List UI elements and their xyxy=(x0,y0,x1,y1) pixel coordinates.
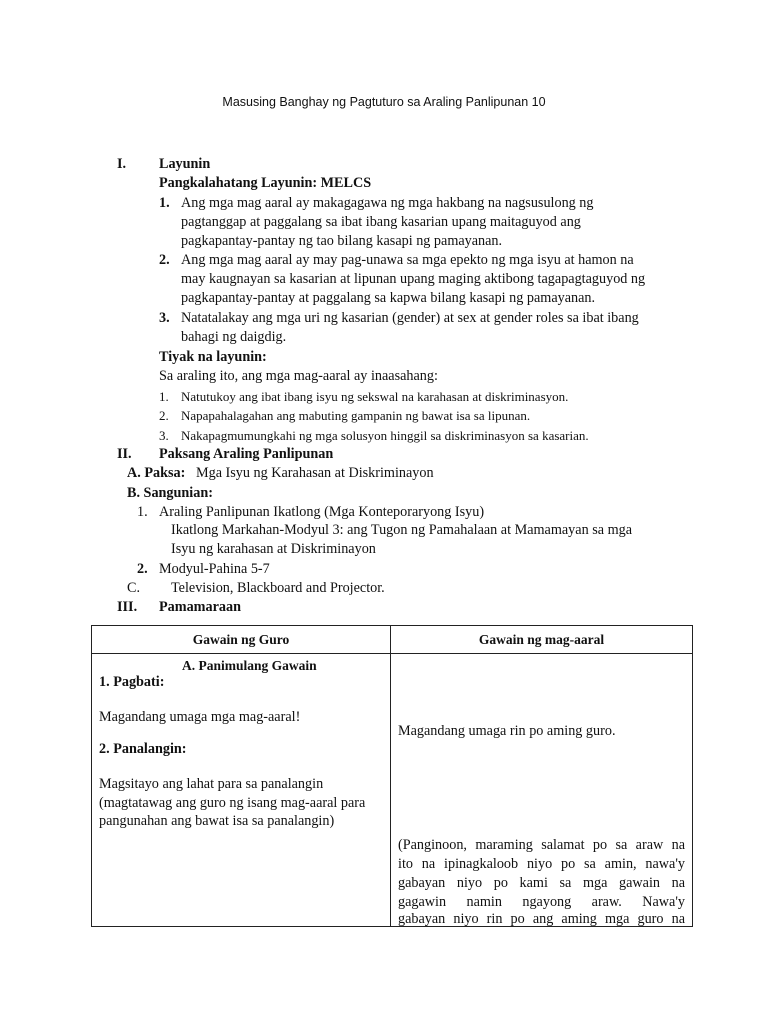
document-title: Masusing Banghay ng Pagtuturo sa Araling Panlipunan 10 xyxy=(222,95,546,109)
list-item-number: 3. xyxy=(159,310,170,326)
student-response: Magandang umaga rin po aming guro. xyxy=(398,723,616,739)
table-row xyxy=(92,654,693,927)
section-number: I. xyxy=(117,156,127,172)
panalangin-label: 2. Panalangin: xyxy=(99,741,187,757)
section-heading: Pamamaraan xyxy=(159,599,241,615)
reference-text: Modyul-Pahina 5-7 xyxy=(159,561,270,577)
list-item-line: pagkapantay-pantay ng tao bilang kasapi ng pamayanan. xyxy=(181,233,503,249)
general-objective-heading: Pangkalahatang Layunin: MELCS xyxy=(159,175,372,191)
reference-number: 1. xyxy=(137,504,148,520)
list-item-line: Ang mga mag aaral ay may pag-unawa sa mga epekto ng mga isyu at hamon na xyxy=(181,252,634,268)
list-item-number: 3. xyxy=(159,428,169,443)
paksa-text: Mga Isyu ng Karahasan at Diskriminayon xyxy=(196,465,434,481)
list-item-line: Natatalakay ang mga uri ng kasarian (gender) at sex at gender roles sa ibat ibang xyxy=(181,310,639,326)
column-header-student: Gawain ng mag-aaral xyxy=(478,632,605,647)
column-header-teacher: Gawain ng Guro xyxy=(192,632,290,647)
list-item-text: Nakapagmumungkahi ng mga solusyon hinggil sa diskriminasyon sa kasarian. xyxy=(181,428,589,443)
reference-subtext: Isyu ng karahasan at Diskriminayon xyxy=(171,541,376,557)
list-item-line: may kaugnayan sa kasarian at lipunan upang maging aktibong tagapagtaguyod ng xyxy=(181,271,646,287)
list-item-line: pagtanggap at paggalang sa ibat ibang kasarian upang maitaguyod ang xyxy=(181,214,581,230)
section-number: III. xyxy=(117,599,138,615)
list-item-line: pagkapantay-pantay at paggalang sa kapwa bilang kasapi ng pamayanan. xyxy=(181,290,596,306)
student-activity-cell xyxy=(391,654,693,927)
reference-text: Araling Panlipunan Ikatlong (Mga Konteporaryong Isyu) xyxy=(159,504,485,520)
table-header-cell xyxy=(92,626,391,654)
specific-objective-heading: Tiyak na layunin: xyxy=(159,349,267,365)
prayer-line: gagawin namin ngayong araw. Nawa'y xyxy=(398,894,685,910)
materials-label: C. xyxy=(127,580,141,596)
teacher-activity-cell xyxy=(92,654,391,927)
list-item-number: 2. xyxy=(159,252,170,268)
list-item-text: Natutukoy ang ibat ibang isyu ng sekswal na karahasan at diskriminasyon. xyxy=(181,389,569,404)
list-item-number: 2. xyxy=(159,408,169,423)
list-item-text: Napapahalagahan ang mabuting gampanin ng bawat isa sa lipunan. xyxy=(181,408,531,423)
section-heading: Layunin xyxy=(159,156,211,172)
list-item-number: 1. xyxy=(159,389,169,404)
pagbati-label: 1. Pagbati: xyxy=(99,674,165,690)
materials-text: Television, Blackboard and Projector. xyxy=(171,580,385,596)
procedure-table xyxy=(91,625,693,927)
panalangin-line: Magsitayo ang lahat para sa panalangin xyxy=(99,776,324,792)
prayer-line: (Panginoon, maraming salamat po sa araw na xyxy=(398,837,685,853)
paksa-label: A. Paksa: xyxy=(127,465,186,481)
list-item-line: bahagi ng daigdig. xyxy=(181,329,287,345)
section-number: II. xyxy=(117,446,132,462)
section-heading: Paksang Araling Panlipunan xyxy=(159,446,334,462)
table-header-cell xyxy=(391,626,693,654)
specific-objective-intro: Sa araling ito, ang mga mag-aaral ay inaasahang: xyxy=(159,368,438,384)
table-header-row xyxy=(92,626,693,654)
prayer-line: gabayan niyo rin po ang aming mga guro na xyxy=(398,911,685,927)
prayer-line: gabayan niyo po kami sa mga gawain na xyxy=(398,875,685,891)
list-item-number: 1. xyxy=(159,195,170,211)
reference-subtext: Ikatlong Markahan-Modyul 3: ang Tugon ng Pamahalaan at Mamamayan sa mga xyxy=(171,522,632,538)
prayer-line: ito na ipinagkaloob niyo po sa amin, nawa'y xyxy=(398,856,685,872)
activity-subheading: A. Panimulang Gawain xyxy=(182,658,317,673)
sanggunian-label: B. Sangunian: xyxy=(127,485,213,501)
pagbati-text: Magandang umaga mga mag-aaral! xyxy=(99,709,301,725)
panalangin-line: pangunahan ang bawat isa sa panalangin) xyxy=(99,813,335,829)
list-item-line: Ang mga mag aaral ay makagagawa ng mga hakbang na nagsusulong ng xyxy=(181,195,594,211)
reference-number: 2. xyxy=(137,561,148,577)
panalangin-line: (magtatawag ang guro ng isang mag-aaral para xyxy=(99,795,366,811)
